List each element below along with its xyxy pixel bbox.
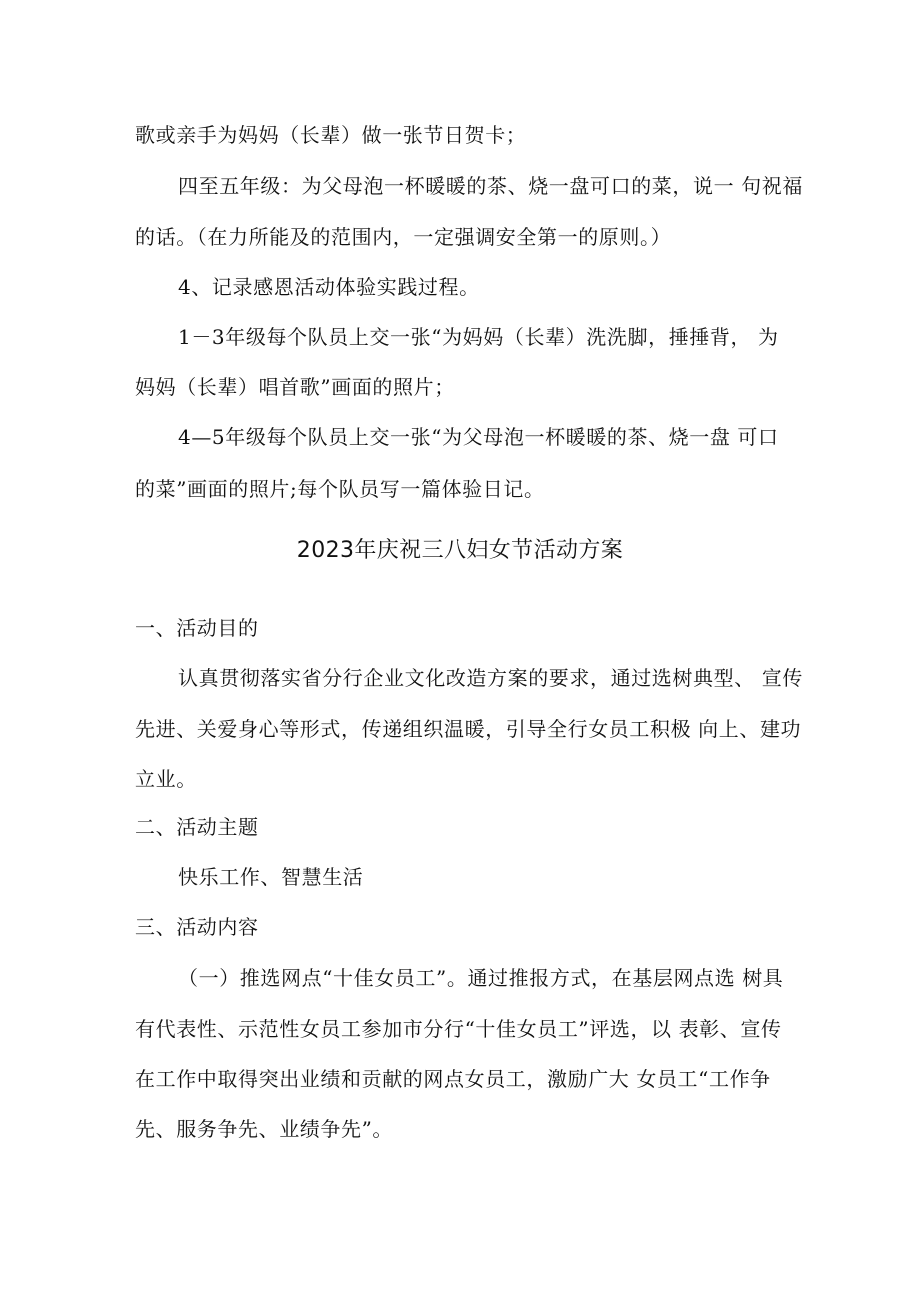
paragraph-line: 有代表性、示范性女员工参加市分行“十佳女员工”评选，以 表彰、宣传	[135, 1017, 782, 1041]
paragraph-line: 先、服务争先、业绩争先”。	[135, 1117, 394, 1141]
paragraph-line: 的菜”画面的照片;每个队员写一篇体验日记。	[135, 477, 545, 501]
paragraph-line: 四至五年级：为父母泡一杯暖暖的茶、烧一盘可口的菜，说一 句祝福	[178, 174, 803, 198]
section-heading-purpose: 一、活动目的	[135, 616, 259, 640]
paragraph-line: 4、记录感恩活动体验实践过程。	[178, 275, 480, 299]
paragraph-line: （一）推选网点“十佳女员工”。通过推报方式，在基层网点选 树具	[178, 966, 784, 990]
paragraph-line: 1－3年级每个队员上交一张“为妈妈（长辈）洗洗脚，捶捶背， 为	[178, 325, 779, 349]
section-heading-theme: 二、活动主题	[135, 815, 259, 839]
paragraph-line: 4—5年级每个队员上交一张“为父母泡一杯暖暖的茶、烧一盘 可口	[178, 425, 779, 449]
paragraph-line: 在工作中取得突出业绩和贡献的网点女员工，激励广大 女员工“工作争	[135, 1067, 771, 1091]
paragraph-line: 认真贯彻落实省分行企业文化改造方案的要求，通过选树典型、 宣传	[178, 666, 803, 690]
section-heading-content: 三、活动内容	[135, 915, 259, 939]
paragraph-line: 先进、关爱身心等形式，传递组织温暖，引导全行女员工积极 向上、建功	[135, 717, 802, 741]
paragraph-line: 的话。（在力所能及的范围内，一定强调安全第一的原则。）	[135, 225, 672, 249]
document-title: 2023年庆祝三八妇女节活动方案	[296, 538, 624, 563]
paragraph-line: 立业。	[135, 767, 197, 791]
paragraph-line: 妈妈（长辈）唱首歌”画面的照片；	[135, 375, 455, 399]
theme-text: 快乐工作、智慧生活	[178, 865, 364, 889]
paragraph-line: 歌或亲手为妈妈（长辈）做一张节日贺卡；	[135, 123, 527, 147]
